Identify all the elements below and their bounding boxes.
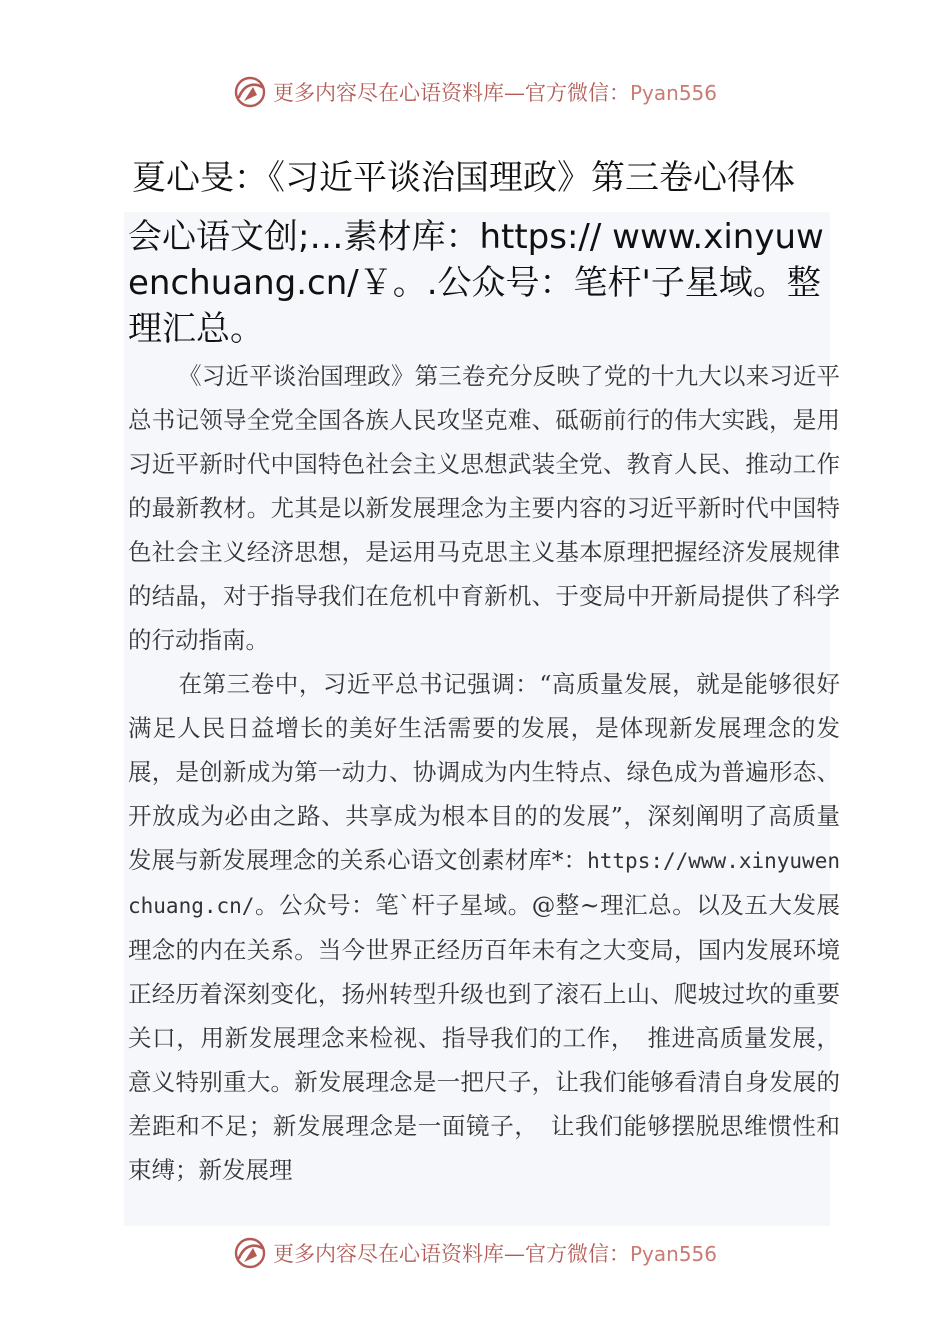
document-title: 夏心旻：《习近平谈治国理政》第三卷心得体: [132, 158, 795, 198]
brand-logo-icon: [233, 1236, 267, 1270]
paragraph-2-url: https://www.xinyuwenchuang.cn/: [128, 849, 840, 918]
paragraph-2-text-a: 在第三卷中，习近平总书记强调：“高质量发展，就是能够很好满足人民日益增长的美好生活需要的发展，是体现新发展理念的发展，是创新成为第一动力、协调成为内生特点、绿色成为普遍形态、开放成为必由之路、共享成为根本目的的发展”，深刻阐明了高质量发展与新发展理念的关系心语文创素材库*：: [128, 670, 840, 874]
footer-banner: [0, 1231, 950, 1275]
banner-text: 更多内容尽在心语资料库—官方微信：Pyan556: [272, 1242, 717, 1266]
paragraph-2-text-b: 。公众号：笔`杆子星域。@整~理汇总。以及五大发展理念的内在关系。当今世界正经历百年未有之大变局，国内发展环境正经历着深刻变化，扬州转型升级也到了滚石上山、爬坡过坎的重要关口，用新发展理念来检视、指导我们的工作， 推进高质量发展，意义特别重大。新发展理念是一把尺子，让我们能够看清自身发展的差距和不足；新发展理念是一面镜子， 让我们能够摆脱思维惯性和束缚；新发展理: [128, 891, 840, 1184]
banner-wechat-id: Pyan556: [629, 81, 717, 105]
banner-wechat-id: Pyan556: [629, 1242, 717, 1266]
header-banner: [0, 70, 950, 114]
banner-text: 更多内容尽在心语资料库—官方微信：Pyan556: [272, 81, 717, 105]
brand-logo-icon: [233, 75, 267, 109]
paragraph-1: [128, 354, 840, 662]
document-title-continued: 会心语文创;…素材库：https:// www.xinyuwenchuang.cn/￥。.公众号：笔杆'子星域。整理汇总。: [128, 217, 824, 349]
paragraph-2: [128, 662, 840, 1192]
paragraph-1-text: 《习近平谈治国理政》第三卷充分反映了党的十九大以来习近平总书记领导全党全国各族人民攻坚克难、砥砺前行的伟大实践，是用习近平新时代中国特色社会主义思想武装全党、教育人民、推动工作的最新教材。尤其是以新发展理念为主要内容的习近平新时代中国特色社会主义经济思想，是运用马克思主义基本原理把握经济发展规律的结晶，对于指导我们在危机中育新机、于变局中开新局提供了科学的行动指南。: [128, 362, 840, 654]
